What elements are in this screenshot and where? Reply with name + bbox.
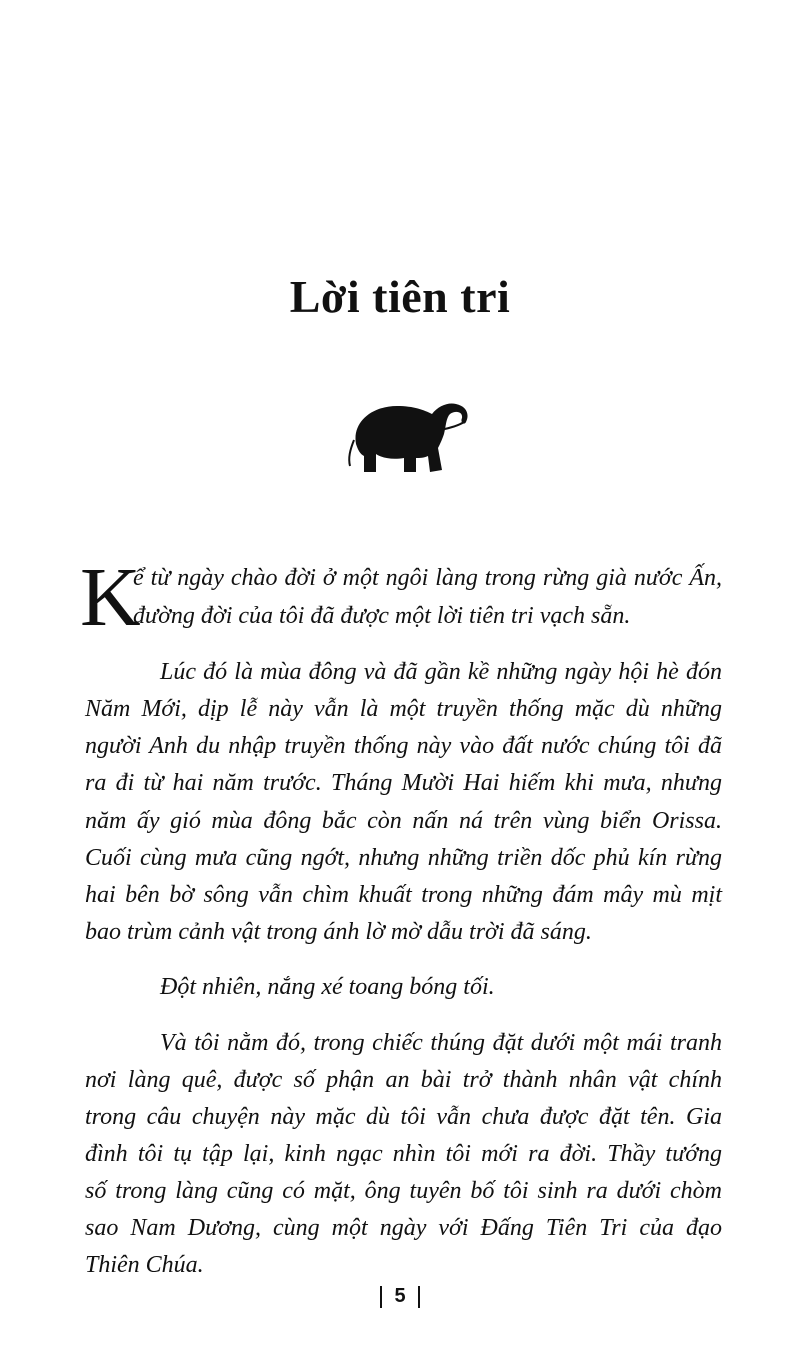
page-number: [0, 1285, 800, 1308]
text-line: người Anh du nhập truyền thống này vào đất nước chúng tôi đã: [85, 733, 722, 759]
text-line: bao trùm cảnh vật trong ánh lờ mờ dẫu trời đã sáng.: [85, 919, 592, 945]
divider: [418, 1286, 420, 1308]
text-line: đình tôi tụ tập lại, kinh ngạc nhìn tôi mới ra đời. Thầy tướng: [85, 1141, 722, 1167]
text-line: năm ấy gió mùa đông bắc còn nấn ná trên vùng biển Orissa.: [85, 808, 722, 834]
text-line: trong câu chuyện này mặc dù tôi vẫn chưa được đặt tên. Gia: [85, 1104, 722, 1130]
text-line: ể từ ngày chào đời ở một ngôi làng trong rừng già nước Ấn,: [133, 565, 722, 591]
text-line: Cuối cùng mưa cũng ngớt, nhưng những triền dốc phủ kín rừng: [85, 845, 722, 871]
page-number-text: 5: [394, 1285, 406, 1307]
text-line: Đột nhiên, nắng xé toang bóng tối.: [160, 974, 495, 1000]
text-line: số trong làng cũng có mặt, ông tuyên bố tôi sinh ra dưới chòm: [85, 1178, 722, 1204]
text-line: Và tôi nằm đó, trong chiếc thúng đặt dưới một mái tranh: [160, 1030, 722, 1056]
chapter-title: Lời tiên tri: [289, 271, 511, 322]
elephant-icon: [342, 392, 474, 478]
text-line: Lúc đó là mùa đông và đã gần kề những ngày hội hè đón: [160, 659, 722, 685]
text-line: đường đời của tôi đã được một lời tiên tri vạch sẵn.: [133, 603, 631, 629]
text-line: nơi làng quê, được số phận an bài trở thành nhân vật chính: [85, 1067, 722, 1093]
drop-cap: K: [80, 551, 141, 644]
text-line: ra đi từ hai năm trước. Tháng Mười Hai hiếm khi mưa, nhưng: [85, 770, 722, 796]
divider: [380, 1286, 382, 1308]
text-line: sao Nam Dương, cùng một ngày với Đấng Tiên Tri của đạo: [85, 1215, 722, 1241]
text-line: hai bên bờ sông vẫn chìm khuất trong những đám mây mù mịt: [85, 882, 722, 908]
text-line: Năm Mới, dịp lễ này vẫn là một truyền thống mặc dù những: [85, 696, 722, 722]
text-line: Thiên Chúa.: [85, 1252, 204, 1278]
